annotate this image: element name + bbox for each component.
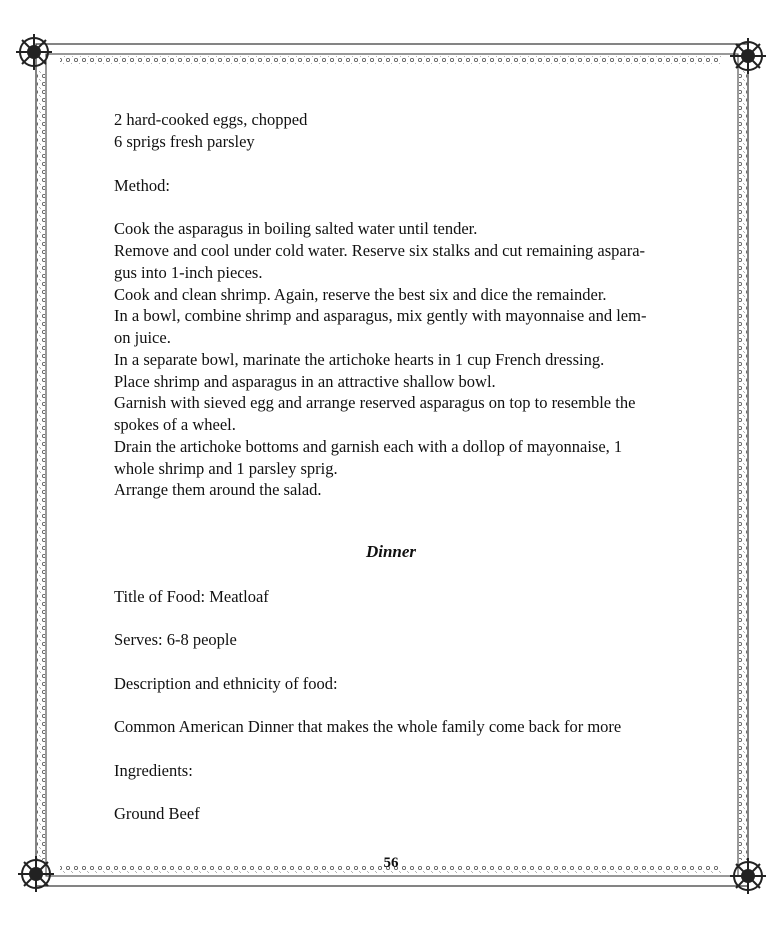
method-line: whole shrimp and 1 parsley sprig.: [114, 459, 338, 478]
ingredient-line: Ground Beef: [114, 804, 200, 823]
ingredient-line: 2 hard-cooked eggs, chopped: [114, 110, 308, 129]
page-number: 56: [383, 855, 399, 871]
corner-ornament-top-left: [16, 34, 52, 70]
method-line: In a separate bowl, marinate the artichoke hearts in 1 cup French dressing.: [114, 350, 605, 369]
method-line: Drain the artichoke bottoms and garnish each with a dollop of mayonnaise, 1: [114, 437, 623, 456]
method-line: Remove and cool under cold water. Reserve six stalks and cut remaining aspara-: [114, 241, 646, 260]
method-line: gus into 1-inch pieces.: [114, 263, 263, 282]
section-heading-dinner: Dinner: [365, 542, 417, 561]
method-line: spokes of a wheel.: [114, 415, 236, 434]
method-line: In a bowl, combine shrimp and asparagus, mix gently with mayonnaise and lem-: [114, 306, 647, 325]
method-line: Place shrimp and asparagus in an attractive shallow bowl.: [114, 372, 496, 391]
recipe-description: Common American Dinner that makes the whole family come back for more: [114, 717, 622, 736]
method-line: Garnish with sieved egg and arrange reserved asparagus on top to resemble the: [114, 393, 636, 412]
recipe-serves: Serves: 6-8 people: [114, 630, 237, 649]
method-line: Arrange them around the salad.: [114, 480, 322, 499]
method-line: Cook and clean shrimp. Again, reserve the best six and dice the remainder.: [114, 285, 607, 304]
method-line: Cook the asparagus in boiling salted water until tender.: [114, 219, 478, 238]
description-label: Description and ethnicity of food:: [114, 674, 338, 693]
method-line: on juice.: [114, 328, 171, 347]
ingredients-label: Ingredients:: [114, 761, 193, 780]
recipe-title: Title of Food: Meatloaf: [114, 587, 269, 606]
ingredient-line: 6 sprigs fresh parsley: [114, 132, 255, 151]
method-label: Method:: [114, 176, 170, 195]
